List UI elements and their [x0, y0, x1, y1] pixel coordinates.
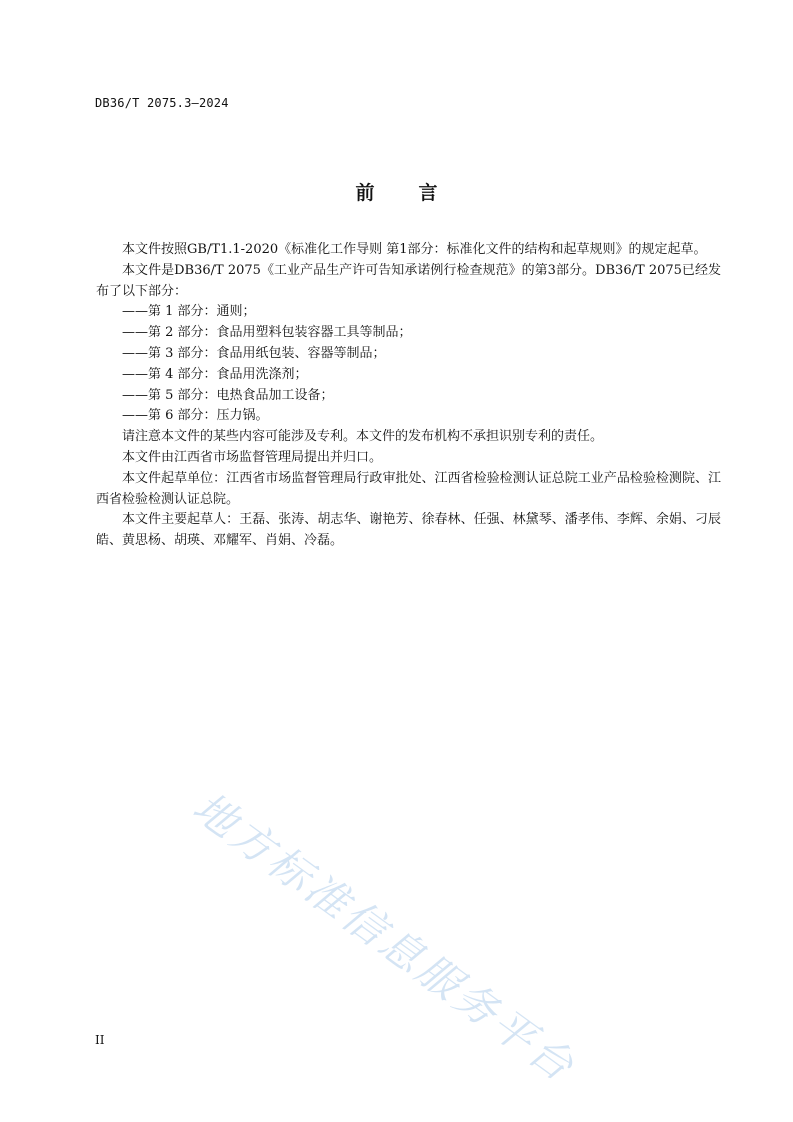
watermark: 地方标准信息服务平台 [184, 782, 586, 1093]
title-char-1: 前 [355, 182, 375, 204]
list-item: ——第 2 部分：食品用塑料包装容器工具等制品； [122, 325, 412, 341]
paragraph-drafting-units: 本文件起草单位：江西省市场监督管理局行政审批处、江西省检验检测认证总院工业产品检验检测院、江西省检验检测认证总院。 [96, 470, 721, 507]
paragraph-drafting-rules: 本文件按照GB/T1.1-2020《标准化工作导则 第1部分：标准化文件的结构和起草规则》的规定起草。 [122, 242, 707, 257]
page-number: II [95, 1033, 105, 1047]
list-item: ——第 5 部分：电热食品加工设备； [122, 387, 334, 403]
title-char-2: 言 [418, 182, 438, 204]
paragraph-drafters: 本文件主要起草人：王磊、张涛、胡志华、谢艳芳、徐春林、任强、林黛琴、潘孝伟、李辉、余娟、刁辰皓、黄思杨、胡瑛、邓耀军、肖娟、冷磊。 [96, 512, 721, 549]
list-item: ——第 3 部分：食品用纸包装、容器等制品； [122, 345, 386, 361]
paragraph-proposer: 本文件由江西省市场监督管理局提出并归口。 [122, 449, 383, 465]
list-item: ——第 6 部分：压力锅。 [122, 408, 269, 424]
list-item: ——第 1 部分：通则； [122, 304, 256, 320]
paragraph-patent-notice: 请注意本文件的某些内容可能涉及专利。本文件的发布机构不承担识别专利的责任。 [122, 429, 604, 445]
paragraph-series-info: 本文件是DB36/T 2075《工业产品生产许可告知承诺例行检查规范》的第3部分。DB36/T 2075已经发布了以下部分： [96, 262, 721, 299]
page-title [0, 178, 793, 205]
document-code: DB36/T 2075.3—2024 [95, 96, 229, 110]
foreword-body [96, 240, 721, 552]
list-item: ——第 4 部分：食品用洗涤剂； [122, 366, 308, 382]
